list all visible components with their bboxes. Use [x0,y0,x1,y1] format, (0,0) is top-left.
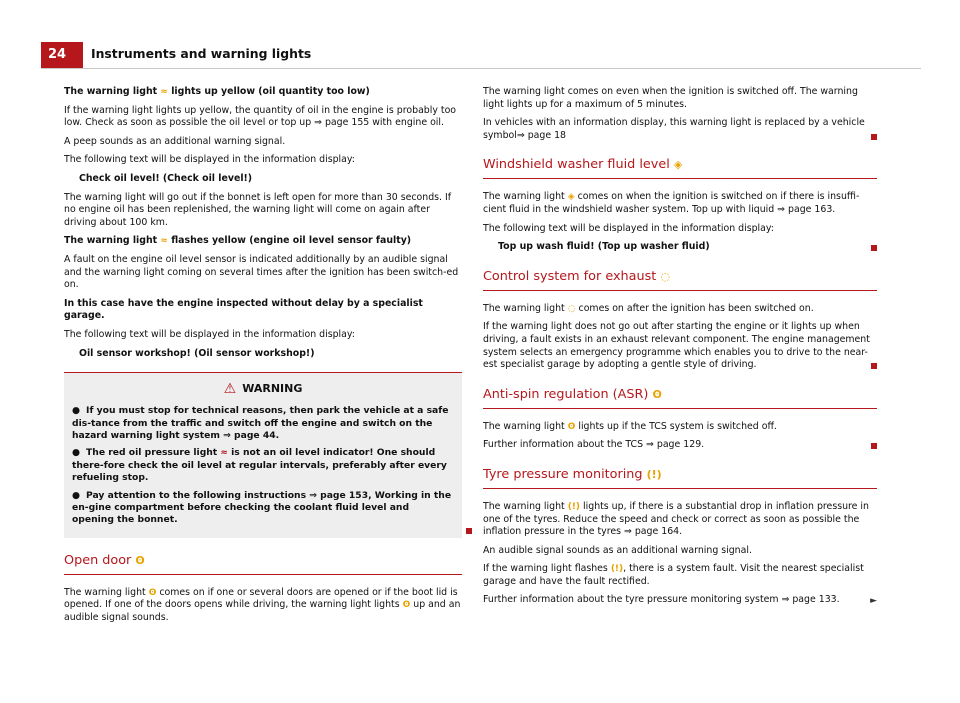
warning-item: ● Pay attention to the following instructions ⇒ page 153, Working in the en-gine compartment before checking the coolant fluid level and opening the bonnet. [72,489,452,526]
section-end-marker [466,528,472,534]
intro-text: The warning light comes on even when the ignition is switched off. The warning light lights up for a maximum of 5 minutes. [483,86,858,110]
tyre-pressure-icon: (!) [567,501,581,512]
oil-sensor-heading: The warning light ≈ flashes yellow (engine oil level sensor faulty) [64,235,412,247]
oil-sensor-garage-note: In this case have the engine inspected without delay by a specialist garage. [64,297,423,322]
oil-sensor-display-text: Oil sensor workshop! (Oil sensor workshop!) [79,347,315,359]
intro-vehicle-note: In vehicles with an information display, this warning light is replaced by a vehicle symbol⇒ page 18 [483,117,877,142]
oil-low-heading: The warning light ≈ lights up yellow (oil quantity too low) [64,86,370,97]
asr-icon: ʘ [567,421,576,432]
tyre-pressure-icon: (!) [646,467,662,481]
washer-fluid-icon: ◈ [567,192,575,203]
right-column [483,86,877,613]
warning-title: ⚠ WARNING [223,381,303,398]
section-end-marker [871,245,877,251]
tyre-further-info: Further information about the tyre pressure monitoring system ⇒ page 133. ► [483,594,877,607]
section-end-marker [871,134,877,140]
oil-sensor-text: A fault on the engine oil level sensor is indicated additionally by an audible signal and the warning light coming on several times after the ignition has been switch-ed on. [64,253,459,291]
oil-low-signal: A peep sounds as an additional warning signal. [64,135,286,147]
tyre-text: The warning light (!) lights up, if there is a substantial drop in inflation pressure in one of the tyres. Reduce the speed and check or correct as soon as possible the inflation pressure in the tyres ⇒ page 164. [483,500,869,538]
exhaust-fault-text: If the warning light does not go out after starting the engine or it lights up when driving, a fault exists in an exhaust relevant component. The engine management system selects an emergency programme which enables you to drive to the near-est specialist garage by adopting a gentle style of driving. [483,321,877,371]
warning-item: ● If you must stop for technical reasons, then park the vehicle at a safe dis-tance from the traffic and switch off the engine and switch on the hazard warning light system ⇒ page 44. [72,405,449,441]
tyre-fault-text: If the warning light flashes (!), there is a system fault. Visit the nearest specialist garage and have the fault rectified. [483,563,864,587]
open-door-heading: Open door ʘ [64,552,462,575]
asr-icon: ʘ [652,387,662,401]
section-end-marker [871,443,877,449]
warning-box [64,372,462,538]
asr-further-info: Further information about the TCS ⇒ page 129. [483,439,877,452]
continue-arrow-icon: ► [870,596,877,607]
door-icon: ʘ [148,587,157,598]
washer-display-text: Top up wash fluid! (Top up washer fluid) [483,241,877,254]
door-icon: ʘ [402,600,411,611]
washer-display-intro: The following text will be displayed in the information display: [483,222,774,234]
oil-low-bonnet-note: The warning light will go out if the bonnet is left open for more than 30 seconds. If no engine oil has been replenished, the warning light will come on again after driving about 100 km. [64,191,452,228]
door-icon: ʘ [135,553,145,567]
oil-warning-icon: ≈ [160,236,168,247]
bullet-icon: ● [72,405,81,417]
section-end-marker [871,363,877,369]
exhaust-heading: Control system for exhaust ◌ [483,268,877,291]
exhaust-icon: ◌ [660,269,670,283]
header-divider [41,68,921,69]
tyre-heading: Tyre pressure monitoring (!) [483,466,877,489]
exhaust-icon: ◌ [567,303,576,314]
bullet-icon: ● [72,447,81,459]
asr-text: The warning light ʘ lights up if the TCS system is switched off. [483,420,777,432]
warning-item: ● The red oil pressure light ≈ is not an oil level indicator! One should there-fore check the oil level at regular intervals, preferably after every refueling stop. [72,447,447,484]
page-header [41,42,921,68]
page-title: Instruments and warning lights [91,46,312,61]
left-column [64,86,462,631]
oil-pressure-icon: ≈ [220,448,228,459]
oil-low-display-text: Check oil level! (Check oil level!) [79,172,253,184]
oil-warning-icon: ≈ [160,87,168,97]
bullet-icon: ● [72,489,81,501]
open-door-text: The warning light ʘ comes on if one or several doors are opened or if the boot lid is opened. If one of the doors opens while driving, the warning light lights ʘ up and an audible signal sounds. [64,586,461,623]
tyre-signal-text: An audible signal sounds as an additional warning signal. [483,544,752,556]
asr-heading: Anti-spin regulation (ASR) ʘ [483,386,877,409]
tyre-pressure-icon: (!) [610,564,624,575]
exhaust-text: The warning light ◌ comes on after the ignition has been switched on. [483,302,814,314]
oil-sensor-display-intro: The following text will be displayed in the information display: [64,328,355,340]
washer-text: The warning light ◈ comes on when the ignition is switched on if there is insuffi-cient fluid in the windshield washer system. Top up with liquid ⇒ page 163. [483,191,860,215]
oil-low-text: If the warning light lights up yellow, the quantity of oil in the engine is probably too low. Check as soon as possible the oil level or top up ⇒ page 155 with engine oil. [64,104,457,129]
oil-low-display-intro: The following text will be displayed in the information display: [64,154,355,166]
warning-triangle-icon: ⚠ [223,381,237,398]
washer-fluid-icon: ◈ [673,158,683,172]
washer-heading: Windshield washer fluid level ◈ [483,156,877,179]
page-number: 24 [41,42,83,68]
